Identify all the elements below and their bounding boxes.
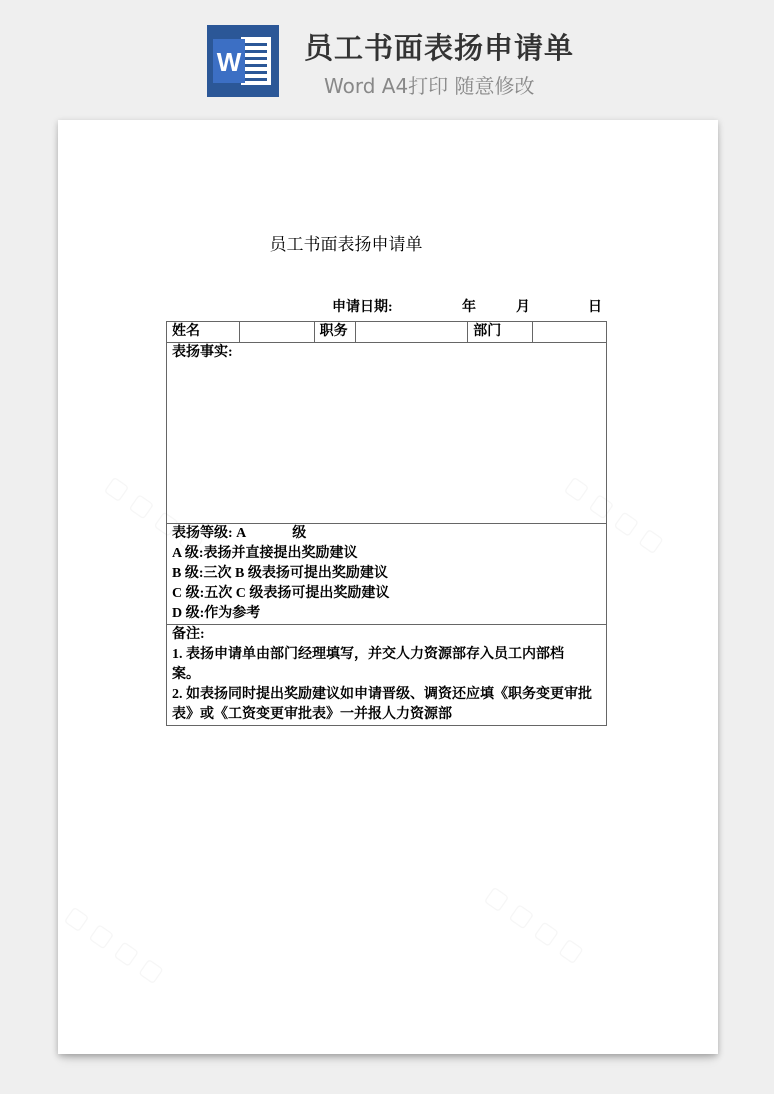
notes-row [167,625,607,726]
preview-header [0,0,774,110]
note-item: 1. 表扬申请单由部门经理填写，并交人力资源部存入员工内部档 案。 [172,647,592,682]
commendation-form [166,321,607,726]
department-label: 部门 [468,322,533,343]
document-title: 员工书面表扬申请单 [269,235,423,255]
name-label: 姓名 [167,322,240,343]
application-date [332,296,602,316]
facts-row [167,343,607,524]
level-cell [167,524,607,625]
watermark [480,880,589,968]
date-day: 日 [588,300,602,315]
watermark [60,900,169,988]
level-item: D 级:作为参考 [172,606,261,621]
level-suffix: 级 [292,526,307,541]
level-item: C 级:五次 C 级表扬可提出奖励建议 [172,586,390,601]
facts-cell[interactable] [167,343,607,524]
date-year: 年 [462,300,476,315]
date-label: 申请日期: [332,300,393,315]
level-row [167,524,607,625]
department-field[interactable] [533,322,607,343]
document-page [58,120,718,1054]
word-logo-letter: W [216,47,242,77]
notes-label: 备注: [172,627,205,642]
info-row [167,322,607,343]
level-item: A 级:表扬并直接提出奖励建议 [172,546,358,561]
word-icon [207,25,279,97]
level-item: B 级:三次 B 级表扬可提出奖励建议 [172,566,388,581]
date-month: 月 [516,300,530,315]
facts-label: 表扬事实: [172,345,233,360]
name-field[interactable] [239,322,314,343]
level-label: 表扬等级: A [172,526,247,541]
note-item: 2. 如表扬同时提出奖励建议如申请晋级、调资还应填《职务变更审批表》或《工资变更审批表》一并报人力资源部 [172,687,592,722]
position-label: 职务 [314,322,355,343]
page-subtitle: Word A4打印 随意修改 [324,74,535,98]
position-field[interactable] [355,322,468,343]
notes-cell [167,625,607,726]
level-heading [172,524,601,544]
page-title: 员工书面表扬申请单 [304,31,575,65]
